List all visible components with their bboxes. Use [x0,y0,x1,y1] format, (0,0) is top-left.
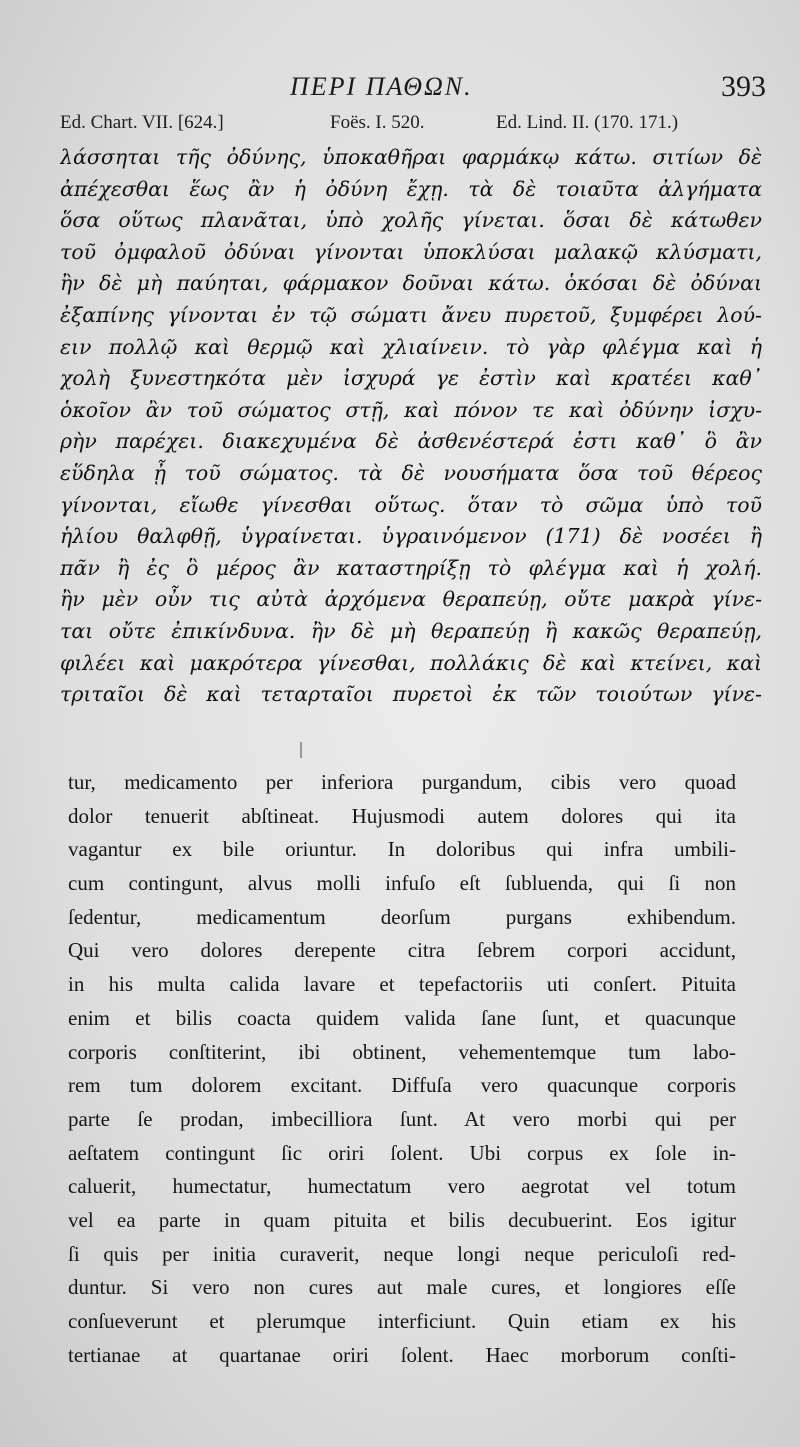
page-number: 393 [721,70,766,103]
latin-text-line: ſi quis per initia curaverit, neque longi neque periculoſi red- [68,1241,736,1266]
edition-linden: Ed. Lind. II. (170. 171.) [496,112,679,133]
latin-text-line: tur, medicamento per inferiora purgandum, cibis vero quoad [68,770,736,794]
greek-text-line: ἢν δὲ μὴ παύηται, φάρμακον δοῦναι κάτω. ὁκόσαι δὲ ὀδύναι [60,271,762,296]
latin-text-line: aeſtatem contingunt ſic oriri ſolent. Ubi corpus ex ſole in- [68,1140,736,1165]
greek-text-line: ἢν μὲν οὖν τις αὐτὰ ἀρχόμενα θεραπεύῃ, οὔτε μακρὰ γίνε- [60,587,762,612]
edition-foesius: Foës. I. 520. [330,112,425,133]
latin-text-line: in his multa calida lavare et tepefactoriis uti conſert. Pituita [68,972,736,997]
latin-text-line: tertianae at quartanae oriri ſolent. Haec morborum conſti- [68,1342,736,1367]
latin-text-line: conſueverunt et plerumque interficiunt. Quin etiam ex his [68,1309,736,1333]
greek-text-line: γίνονται, εἴωθε γίνεσθαι οὕτως. ὅταν τὸ σῶμα ὑπὸ τοῦ [60,492,762,517]
latin-text-line: parte ſe prodan, imbecilliora ſunt. At vero morbi qui per [68,1106,736,1131]
gutter-mark [300,742,302,758]
latin-text-line: vel ea parte in quam pituita et bilis decubuerint. Eos igitur [68,1207,736,1232]
latin-translation [68,766,736,1372]
latin-text-line: caluerit, humectatur, humectatum vero aegrotat vel totum [68,1174,736,1199]
latin-text-line: Qui vero dolores derepente citra ſebrem corpori accidunt, [68,938,736,963]
greek-text-line: ἐξαπίνης γίνονται ἐν τῷ σώματι ἄνευ πυρετοῦ, ξυμφέρει λού- [60,302,762,327]
greek-text-line: ὁκοῖον ἂν τοῦ σώματος στῇ, καὶ πόνον τε καὶ ὀδύνην ἰσχυ- [60,397,762,422]
latin-text-line: rem tum dolorem excitant. Diffuſa vero quacunque corporis [68,1073,736,1098]
latin-text-line: corporis conſtiterint, ibi obtinent, vehementemque tum labo- [68,1039,736,1064]
latin-text-line: ſedentur, medicamentum deorſum purgans exhibendum. [68,904,736,929]
greek-text-line: τριταῖοι δὲ καὶ τεταρταῖοι πυρετοὶ ἐκ τῶν τοιούτων γίνε- [60,682,762,707]
greek-text-line: ειν πολλῷ καὶ θερμῷ καὶ χλιαίνειν. τὸ γὰρ φλέγμα καὶ ἡ [60,334,762,359]
latin-text-line: enim et bilis coacta quidem valida ſane ſunt, et quacunque [68,1005,736,1030]
edition-chartier: Ed. Chart. VII. [624.] [60,112,224,133]
running-head: ΠΕΡΙ ΠΑΘΩΝ. [290,72,473,101]
greek-text-line: τοῦ ὀμφαλοῦ ὀδύναι γίνονται ὑποκλύσαι μαλακῷ κλύσματι, [60,239,762,264]
latin-text-line: dolor tenuerit abſtineat. Hujusmodi autem dolores qui ita [68,803,736,828]
latin-text-line: cum contingunt, alvus molli infuſo eſt ſubluenda, qui ſi non [68,871,736,896]
edition-references [60,112,770,140]
greek-text-line: ἡλίου θαλφθῇ, ὑγραίνεται. ὑγραινόμενον (171) δὲ νοσέει ἢ [60,524,762,549]
greek-text-line: ὅσα οὕτως πλανᾶται, ὑπὸ χολῆς γίνεται. ὅσαι δὲ κάτωθεν [60,208,762,233]
latin-text-line: vagantur ex bile oriuntur. In doloribus qui infra umbili- [68,837,736,862]
greek-text-line: ἀπέχεσθαι ἕως ἂν ἡ ὀδύνη ἔχῃ. τὰ δὲ τοιαῦτα ἀλγήματα [60,176,762,201]
greek-text-line: πᾶν ἢ ἐς ὃ μέρος ἂν καταστηρίξῃ τὸ φλέγμα καὶ ἡ χολή. [60,555,762,580]
greek-text-line: χολὴ ξυνεστηκότα μὲν ἰσχυρά γε ἐστὶν καὶ κρατέει καθ᾽ [60,366,762,391]
latin-text-line: duntur. Si vero non cures aut male cures, et longiores eſſe [68,1275,736,1300]
greek-text-line: φιλέει καὶ μακρότερα γίνεσθαι, πολλάκις δὲ καὶ κτείνει, καὶ [60,650,762,675]
greek-text [60,142,762,711]
greek-text-line: λάσσηται τῆς ὀδύνης, ὑποκαθῆραι φαρμάκῳ κάτω. σιτίων δὲ [60,145,762,169]
greek-text-line: εὕδηλα ᾖ τοῦ σώματος. τὰ δὲ νουσήματα ὅσα τοῦ θέρεος [60,460,762,485]
greek-text-line: ται οὔτε ἐπικίνδυνα. ἢν δὲ μὴ θεραπεύῃ ἢ κακῶς θεραπεύῃ, [60,618,762,643]
page-header [0,70,800,110]
greek-text-line: ρὴν παρέχει. διακεχυμένα δὲ ἀσθενέστερά ἐστι καθ᾽ ὃ ἂν [60,429,762,454]
